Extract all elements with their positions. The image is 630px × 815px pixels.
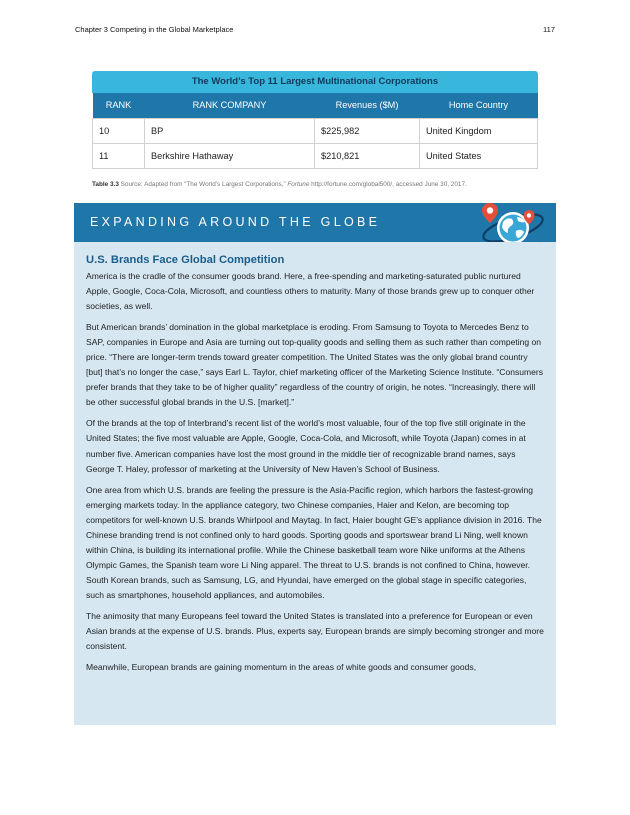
feature-body: [74, 242, 556, 675]
cell-company: Berkshire Hathaway: [145, 143, 315, 168]
page-number: 117: [543, 25, 555, 34]
table-row: [93, 143, 538, 168]
corporations-table: [92, 93, 538, 169]
cell-company: BP: [145, 118, 315, 143]
feature-paragraph: Meanwhile, European brands are gaining momentum in the areas of white goods and consumer goods,: [86, 662, 477, 673]
globe-with-location-pins-icon: [478, 203, 548, 242]
column-header-rank: RANK: [93, 93, 145, 118]
feature-subheading: U.S. Brands Face Global Competition: [86, 254, 285, 266]
cell-revenues: $210,821: [315, 143, 420, 168]
cell-country: United Kingdom: [420, 118, 538, 143]
feature-banner: [74, 203, 556, 242]
feature-paragraph: Of the brands at the top of Interbrand’s recent list of the world’s most valuable, four of the top five still originate in the United States; the five most valuable are Apple, Google, Coca-Cola, and Microsoft, while Toyota (Japan) comes in at number five. American companies have lost the most ground in the middle tier of recognizable brand names, says George T. Haley, professor of marketing at the University of New Haven’s School of Business.: [86, 418, 526, 474]
feature-banner-title: EXPANDING AROUND THE GLOBE: [90, 215, 381, 229]
feature-box: [74, 203, 556, 725]
column-header-revenues: Revenues ($M): [315, 93, 420, 118]
feature-paragraph: One area from which U.S. brands are feeling the pressure is the Asia-Pacific region, which harbors the fastest-growing emerging markets today. In the appliance category, two Chinese companies, Haier and Kelon, are becoming top competitors for well-known U.S. brands Whirlpool and Maytag. In fact, Haier bought GE’s appliance division in 2016. The Chinese branding trend is not confined only to hard goods. Sporting goods and sportswear brand Li Ning, well known within China, is building its international profile. While the Chinese basketball team wore Nike uniforms at the Athens Olympic Games, the Spanish team wore Li Ning apparel. The threat to U.S. brands is not confined to China, however. South Korean brands, such as Samsung, LG, and Hyundai, have emerged on the global stage in specific categories, such as smartphones, household appliances, and automobiles.: [86, 484, 542, 600]
table-title: The World’s Top 11 Largest Multinational Corporations: [92, 71, 538, 93]
cell-rank: 10: [93, 118, 145, 143]
column-header-country: Home Country: [420, 93, 538, 118]
table-caption: [92, 181, 552, 188]
caption-label: Table 3.3: [92, 181, 119, 188]
table-header-row: [93, 93, 538, 118]
feature-paragraph: America is the cradle of the consumer goods brand. Here, a free-spending and marketing-saturated public nurtured Apple, Google, Coca-Cola, Microsoft, and countless others to maturity. Many of those brands grew up to conquer other societies, as well.: [86, 271, 535, 312]
cell-revenues: $225,982: [315, 118, 420, 143]
cell-country: United States: [420, 143, 538, 168]
caption-publication: Fortune: [287, 181, 310, 188]
table-row: [93, 118, 538, 143]
column-header-company: RANK COMPANY: [145, 93, 315, 118]
feature-paragraph: The animosity that many Europeans feel toward the United States is translated into a preference for European or even Asian brands at the expense of U.S. brands. Plus, experts say, European brands are simply becoming stronger and more consistent.: [86, 610, 544, 652]
feature-paragraph: But American brands’ domination in the global marketplace is eroding. From Samsung to Toyota to Mercedes Benz to SAP, companies in Europe and Asia are turning out top-quality goods and selling them as such rather than competing on price. “There are longer-term trends toward greater competition. The United States was the only global brand country [but] that’s no longer the case,” says Earl L. Taylor, chief marketing officer of the Marketing Science Institute. “Consumers prefer brands that they take to be of higher quality” regardless of the country of origin, he notes. “Increasingly, there will be other successful global brands in the U.S. [market].”: [86, 322, 544, 408]
caption-source-prefix: Source: Adapted from “The World’s Largest Corporations,”: [118, 181, 288, 188]
corporations-table-container: [92, 71, 538, 169]
chapter-title: Chapter 3 Competing in the Global Marketplace: [75, 25, 234, 34]
caption-source-suffix: http://fortune.com/global500/, accessed June 30, 2017.: [309, 181, 467, 188]
running-header: [75, 25, 555, 34]
cell-rank: 11: [93, 143, 145, 168]
